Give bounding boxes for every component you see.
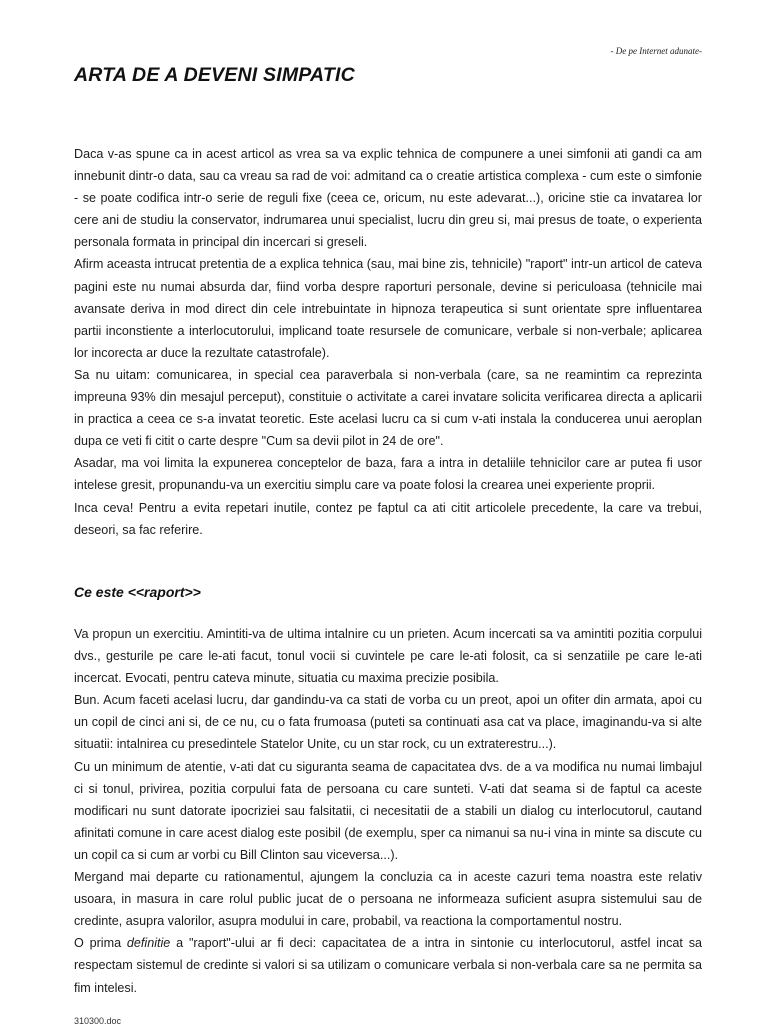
section-heading: Ce este <<raport>>: [74, 584, 201, 600]
paragraph: Mergand mai departe cu rationamentul, ajungem la concluzia ca in aceste cazuri tema noastra este relativ usoara, in masura in care rolul public jucat de o persoana ne informeaza suficient asupra sistemului sau de credinte, asupra valorilor, asupra modului in care, probabil, va reactiona la comportamentul nostru.: [74, 870, 702, 929]
paragraph: Inca ceva! Pentru a evita repetari inutile, contez pe faptul ca ati citit articolele precedente, la care va trebui, deseori, sa fac referire.: [74, 500, 702, 537]
definition-emphasis: definitie: [126, 936, 171, 951]
definition-text: a "raport"-ului ar fi deci: capacitatea de a intra in sintonie cu interlocutorul, astfel incat sa respectam sistemul de credinte si valori si sa utilizam o comunicare verbala si non-verbala care sa ne permita sa fim intelesi.: [74, 936, 702, 995]
paragraph: Daca v-as spune ca in acest articol as vrea sa va explic tehnica de compunere a unei simfonii ati gandi ca am innebunit dintr-o data, sau ca vreau sa rad de voi: admitand ca o creatie artistica complexa - cum este o simfonie - se poate codifica intr-o serie de reguli fixe (ceea ce, oricum, nu este adevarat...), oricine stie ca invatarea lor cere ani de studiu la conservator, indrumarea unui specialist, lucru din greu si, mai presus de toate, o experienta personala formata in principal din incercari si greseli.: [74, 147, 702, 250]
paragraph: Cu un minimum de atentie, v-ati dat cu siguranta seama de capacitatea dvs. de a va modifica nu numai limbajul ci si tonul, privirea, pozitia corpului fata de persoana cu care sunteti. V-ati dat seama si de faptul ca aceste modificari nu sunt datorate ipocriziei sau falsitatii, ci necesitatii de a stabili un dialog cu interlocutorul, cautand afinitati comune in care acest dialog este posibil (de exemplu, sper ca nimanui sa nu-i vina in minte sa discute cu un copil ca si cum ar vorbi cu Bill Clinton sau viceversa...).: [74, 759, 702, 862]
source-note: - De pe Internet adunate-: [610, 46, 702, 56]
paragraph: Afirm aceasta intrucat pretentia de a explica tehnica (sau, mai bine zis, tehnicile) "raport" intr-un articol de cateva pagini este nu numai absurda dar, fiind vorba despre raporturi personale, devine si periculoasa (tehnicile mai avansate deriva in mod direct din cele intrebuintate in hipnoza terapeutica si sunt orientate spre influentarea partii inconstiente a interlocutorului, implicand toate resursele de comunicare, verbale si non-verbale; aplicarea lor incorecta ar duce la rezultate catastrofale).: [74, 257, 702, 360]
paragraph: Sa nu uitam: comunicarea, in special cea paraverbala si non-verbala (care, sa ne reamintim ca reprezinta impreuna 93% din mesajul perceput), constituie o activitate a carei invatare solicita verificarea directa a aplicarii in practica a ceea ce s-a invatat teoretic. Este acelasi lucru ca si cum v-ati instala la conducerea unui aeroplan dupa ce veti fi citit o carte despre "Cum sa devii pilot in 24 de ore".: [74, 367, 702, 449]
document-title: ARTA DE A DEVENI SIMPATIC: [74, 64, 355, 86]
paragraph: Bun. Acum faceti acelasi lucru, dar gandindu-va ca stati de vorba cu un preot, apoi un ofiter din armata, apoi cu un copil de cinci ani si, de ce nu, cu o fata frumoasa (puteti sa continuati asa cat va place, imaginandu-va si alte situatii: intalnirea cu presedintele Statelor Unite, cu un star rock, cu un extraterestru...).: [74, 693, 702, 752]
definition-lead: O prima: [74, 936, 127, 951]
definition-paragraph: [74, 932, 702, 998]
raport-section: [74, 623, 702, 999]
footer-doc-id: 310300.doc: [74, 1016, 122, 1026]
paragraph: Asadar, ma voi limita la expunerea conceptelor de baza, fara a intra in detaliile tehnicilor care ar putea fi usor intelese gresit, propunandu-va un exercitiu simplu care va poate folosi la crearea unei experiente proprii.: [74, 456, 702, 493]
intro-section: [74, 143, 702, 541]
paragraph: Va propun un exercitiu. Amintiti-va de ultima intalnire cu un prieten. Acum incercati sa va amintiti pozitia corpului dvs., gesturile pe care le-ati facut, tonul vocii si cuvintele pe care le-ati folosit, ca si senzatiile pe care le-ati incercat. Evocati, pentru cateva minute, situatia cu maxima precizie posibila.: [74, 627, 702, 686]
